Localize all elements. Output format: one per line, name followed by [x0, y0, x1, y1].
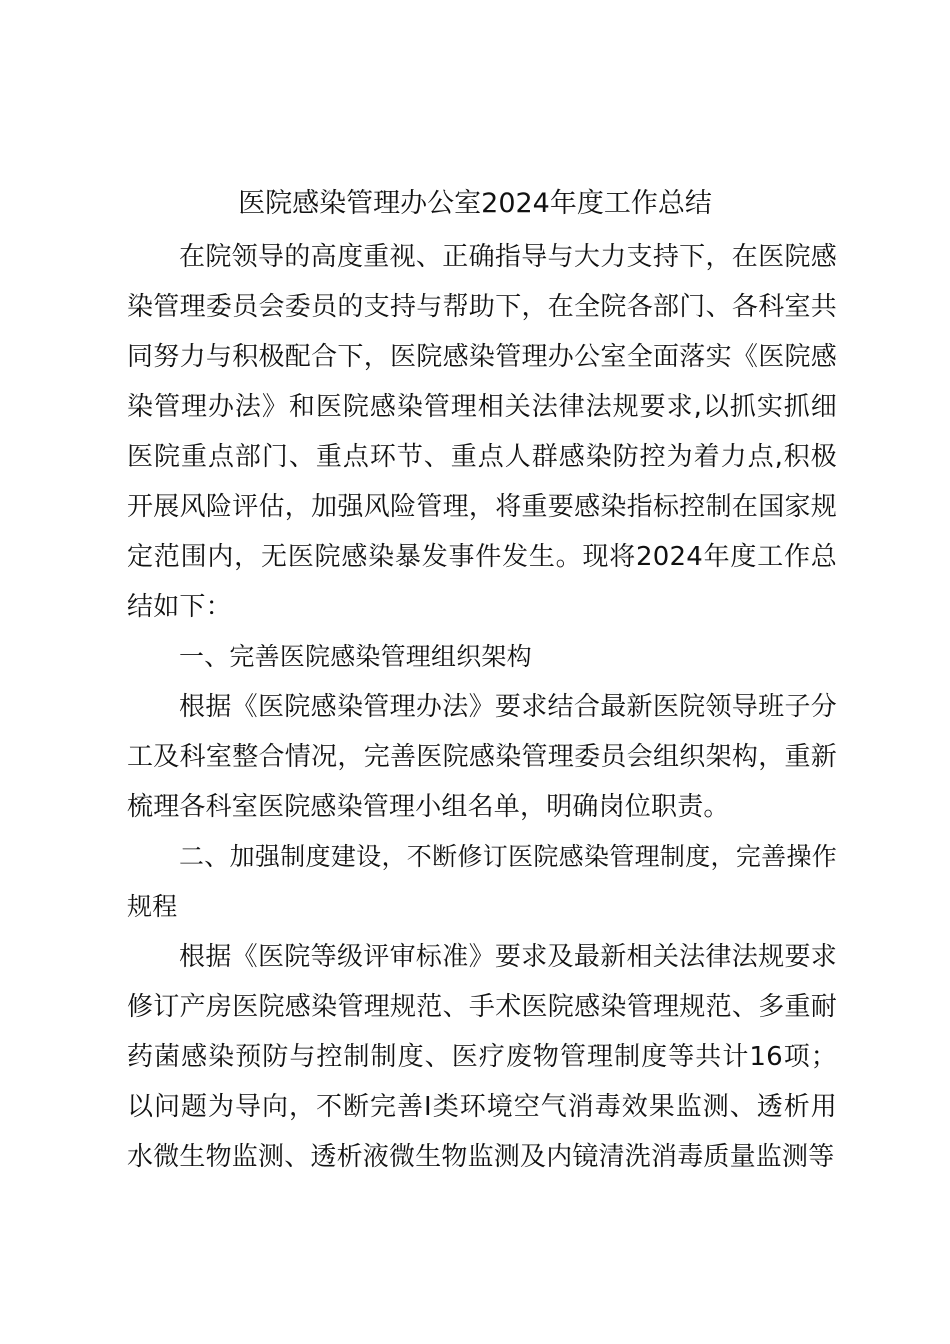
document-title: 医院感染管理办公室2024年度工作总结 [238, 188, 712, 219]
document-body [127, 232, 837, 1182]
section-heading-2: 二、加强制度建设，不断修订医院感染管理制度，完善操作规程 [127, 842, 837, 921]
section-2-paragraph: 根据《医院等级评审标准》要求及最新相关法律法规要求修订产房医院感染管理规范、手术医院感染管理规范、多重耐药菌感染预防与控制制度、医疗废物管理制度等共计16项；以问题为导向，不断完善Ⅰ类环境空气消毒效果监测、透析用水微生物监测、透析液微生物监测及内镜清洗消毒质量监测等 [127, 942, 837, 1172]
section-heading-1: 一、完善医院感染管理组织架构 [179, 642, 532, 671]
intro-paragraph: 在院领导的高度重视、正确指导与大力支持下，在医院感染管理委员会委员的支持与帮助下，在全院各部门、各科室共同努力与积极配合下，医院感染管理办公室全面落实《医院感染管理办法》和医院感染管理相关法律法规要求,以抓实抓细医院重点部门、重点环节、重点人群感染防控为着力点,积极开展风险评估，加强风险管理，将重要感染指标控制在国家规定范围内，无医院感染暴发事件发生。现将2024年度工作总结如下： [127, 242, 837, 622]
section-1-paragraph: 根据《医院感染管理办法》要求结合最新医院领导班子分工及科室整合情况，完善医院感染管理委员会组织架构，重新梳理各科室医院感染管理小组名单，明确岗位职责。 [127, 692, 837, 822]
